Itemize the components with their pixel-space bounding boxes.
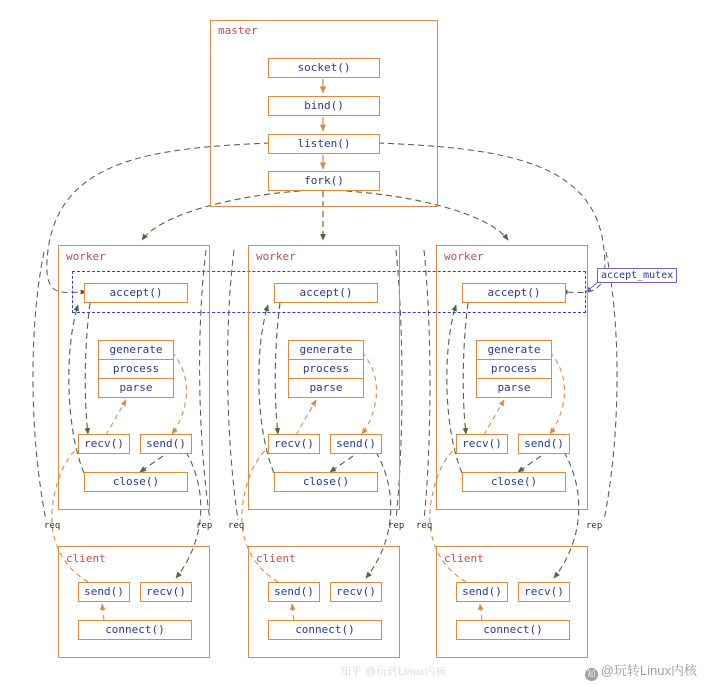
node-w3-process[interactable]: process bbox=[476, 359, 552, 379]
edge-label-rep-1: rep bbox=[196, 521, 213, 531]
watermark-text: @玩转Linux内核 bbox=[600, 663, 697, 678]
watermark-faint: 知乎 @玩转Linux内核 bbox=[340, 666, 447, 678]
node-w1-accept[interactable]: accept() bbox=[84, 283, 188, 303]
accept-mutex-label: accept_mutex bbox=[597, 268, 677, 283]
node-w3-generate[interactable]: generate bbox=[476, 340, 552, 360]
node-c1-connect[interactable]: connect() bbox=[78, 620, 192, 640]
node-w1-close[interactable]: close() bbox=[84, 472, 188, 492]
node-w1-generate[interactable]: generate bbox=[98, 340, 174, 360]
node-w3-accept[interactable]: accept() bbox=[462, 283, 566, 303]
node-w3-parse[interactable]: parse bbox=[476, 378, 552, 398]
node-master-socket[interactable]: socket() bbox=[268, 58, 380, 78]
edge-label-req-2: req bbox=[228, 521, 245, 531]
edge-label-rep-2: rep bbox=[388, 521, 405, 531]
group-worker2-label: worker bbox=[256, 250, 296, 263]
node-w2-parse[interactable]: parse bbox=[288, 378, 364, 398]
watermark bbox=[585, 660, 697, 681]
group-client2-label: client bbox=[256, 552, 296, 565]
node-c3-send[interactable]: send() bbox=[456, 582, 508, 602]
node-c2-send[interactable]: send() bbox=[268, 582, 320, 602]
node-c3-recv[interactable]: recv() bbox=[518, 582, 570, 602]
node-c3-connect[interactable]: connect() bbox=[456, 620, 570, 640]
edge-label-req-1: req bbox=[44, 521, 61, 531]
node-w2-recv[interactable]: recv() bbox=[268, 434, 320, 454]
zhihu-logo-icon: 知 bbox=[586, 669, 596, 679]
node-master-bind[interactable]: bind() bbox=[268, 96, 380, 116]
group-master-label: master bbox=[218, 24, 258, 37]
node-c2-recv[interactable]: recv() bbox=[330, 582, 382, 602]
node-w2-close[interactable]: close() bbox=[274, 472, 378, 492]
node-w1-parse[interactable]: parse bbox=[98, 378, 174, 398]
node-w2-generate[interactable]: generate bbox=[288, 340, 364, 360]
edge-label-rep-3: rep bbox=[586, 521, 603, 531]
group-client3-label: client bbox=[444, 552, 484, 565]
group-client1-label: client bbox=[66, 552, 106, 565]
node-w1-process[interactable]: process bbox=[98, 359, 174, 379]
group-worker1-label: worker bbox=[66, 250, 106, 263]
node-w1-recv[interactable]: recv() bbox=[78, 434, 130, 454]
rail-req-left bbox=[33, 252, 46, 520]
rail-rep-right bbox=[604, 252, 617, 520]
node-w2-process[interactable]: process bbox=[288, 359, 364, 379]
node-w2-send[interactable]: send() bbox=[330, 434, 382, 454]
node-w2-accept[interactable]: accept() bbox=[274, 283, 378, 303]
node-master-fork[interactable]: fork() bbox=[268, 171, 380, 191]
node-master-listen[interactable]: listen() bbox=[268, 134, 380, 154]
node-w1-send[interactable]: send() bbox=[140, 434, 192, 454]
group-worker3-label: worker bbox=[444, 250, 484, 263]
node-w3-close[interactable]: close() bbox=[462, 472, 566, 492]
node-c2-connect[interactable]: connect() bbox=[268, 620, 382, 640]
edge-label-req-3: req bbox=[416, 521, 433, 531]
node-c1-send[interactable]: send() bbox=[78, 582, 130, 602]
node-c1-recv[interactable]: recv() bbox=[140, 582, 192, 602]
node-w3-recv[interactable]: recv() bbox=[456, 434, 508, 454]
node-w3-send[interactable]: send() bbox=[518, 434, 570, 454]
